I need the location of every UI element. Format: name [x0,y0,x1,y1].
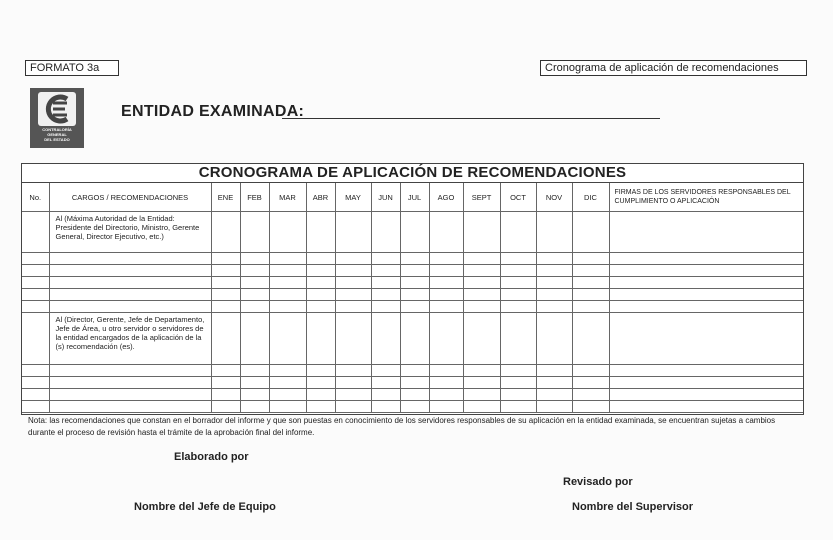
schedule-cell[interactable] [371,265,400,277]
schedule-cell[interactable] [306,289,335,301]
header-mar: MAR [269,183,306,212]
schedule-cell[interactable] [335,377,371,389]
schedule-cell[interactable] [335,401,371,413]
header-no: No. [22,183,49,212]
schedule-cell[interactable] [211,253,240,265]
schedule-cell[interactable] [429,365,463,377]
table-row [22,301,803,313]
logo-line-1: CONTRALORÍA [42,127,72,132]
schedule-cell[interactable] [429,212,463,253]
schedule-cell[interactable] [429,289,463,301]
schedule-cell[interactable] [371,277,400,289]
number-cell[interactable] [22,212,49,253]
schedule-cell[interactable] [536,377,572,389]
cargo-cell [49,389,211,401]
schedule-cell[interactable] [335,389,371,401]
schedule-cell[interactable] [500,289,536,301]
schedule-cell[interactable] [211,289,240,301]
schedule-cell[interactable] [463,377,500,389]
schedule-cell[interactable] [572,289,609,301]
schedule-cell[interactable] [335,365,371,377]
cargo-cell [49,301,211,313]
schedule-cell[interactable] [536,265,572,277]
schedule-cell[interactable] [500,277,536,289]
schedule-cell[interactable] [306,212,335,253]
schedule-cell[interactable] [371,253,400,265]
contraloria-emblem-icon [37,91,77,127]
table-row [22,253,803,265]
schedule-cell[interactable] [211,277,240,289]
schedule-cell[interactable] [240,265,269,277]
schedule-cell[interactable] [429,277,463,289]
number-cell[interactable] [22,253,49,265]
schedule-cell[interactable] [400,301,429,313]
schedule-cell[interactable] [429,313,463,365]
table-row [22,212,803,253]
header-dic: DIC [572,183,609,212]
schedule-cell[interactable] [400,212,429,253]
schedule-cell[interactable] [335,289,371,301]
schedule-cell[interactable] [400,253,429,265]
header-feb: FEB [240,183,269,212]
schedule-cell[interactable] [500,212,536,253]
schedule-cell[interactable] [400,265,429,277]
number-cell[interactable] [22,401,49,413]
schedule-cell[interactable] [500,389,536,401]
schedule-cell[interactable] [609,289,803,301]
table-row [22,313,803,365]
schedule-cell[interactable] [429,389,463,401]
schedule-cell[interactable] [500,365,536,377]
schedule-cell[interactable] [400,277,429,289]
schedule-cell[interactable] [536,401,572,413]
schedule-cell[interactable] [306,401,335,413]
header-ago: AGO [429,183,463,212]
header-may: MAY [335,183,371,212]
schedule-cell[interactable] [371,389,400,401]
number-cell[interactable] [22,265,49,277]
schedule-cell[interactable] [609,365,803,377]
schedule-cell[interactable] [609,377,803,389]
table-row [22,277,803,289]
cargo-cell [49,401,211,413]
schedule-cell[interactable] [240,401,269,413]
schedule-cell[interactable] [269,313,306,365]
schedule-cell[interactable] [240,253,269,265]
schedule-cell[interactable] [240,377,269,389]
number-cell[interactable] [22,289,49,301]
schedule-cell[interactable] [240,212,269,253]
cargo-cell: Al (Director, Gerente, Jefe de Departamento, Jefe de Área, u otro servidor o servidores de la entidad encargados de la aplicación de la (s) recomendación (es). [49,313,211,365]
schedule-cell[interactable] [463,277,500,289]
header-jul: JUL [400,183,429,212]
schedule-cell[interactable] [269,212,306,253]
schedule-cell[interactable] [306,301,335,313]
schedule-cell[interactable] [240,289,269,301]
schedule-cell[interactable] [609,313,803,365]
schedule-cell[interactable] [429,377,463,389]
schedule-cell[interactable] [500,313,536,365]
schedule-cell[interactable] [371,289,400,301]
schedule-cell[interactable] [463,313,500,365]
header-nov: NOV [536,183,572,212]
schedule-cell[interactable] [609,401,803,413]
schedule-cell[interactable] [211,365,240,377]
schedule-cell[interactable] [500,253,536,265]
schedule-cell[interactable] [269,401,306,413]
schedule-cell[interactable] [240,389,269,401]
schedule-cell[interactable] [463,301,500,313]
schedule-cell[interactable] [400,401,429,413]
schedule-cell[interactable] [269,277,306,289]
schedule-cell[interactable] [609,253,803,265]
cargo-cell [49,253,211,265]
schedule-cell[interactable] [500,401,536,413]
schedule-cell[interactable] [400,289,429,301]
table-row [22,365,803,377]
schedule-cell[interactable] [536,277,572,289]
schedule-cell[interactable] [306,389,335,401]
cargo-cell [49,265,211,277]
schedule-cell[interactable] [463,401,500,413]
schedule-cell[interactable] [269,265,306,277]
header-oct: OCT [500,183,536,212]
schedule-cell[interactable] [371,301,400,313]
number-cell[interactable] [22,365,49,377]
table-header-row [22,183,803,212]
schedule-cell[interactable] [306,377,335,389]
schedule-cell[interactable] [536,389,572,401]
cargo-cell [49,277,211,289]
schedule-cell[interactable] [572,365,609,377]
cronograma-table [22,183,803,413]
schedule-cell[interactable] [609,212,803,253]
table-title: CRONOGRAMA DE APLICACIÓN DE RECOMENDACIONES [22,164,803,183]
schedule-cell[interactable] [463,212,500,253]
table-row [22,265,803,277]
table-row [22,389,803,401]
header-firmas: FIRMAS DE LOS SERVIDORES RESPONSABLES DEL CUMPLIMIENTO O APLICACIÓN [609,183,803,212]
schedule-cell[interactable] [240,301,269,313]
schedule-cell[interactable] [572,401,609,413]
elaborado-por-label: Elaborado por [174,451,249,463]
table-row [22,377,803,389]
schedule-cell[interactable] [429,301,463,313]
schedule-cell[interactable] [429,401,463,413]
schedule-cell[interactable] [572,377,609,389]
schedule-cell[interactable] [371,401,400,413]
schedule-cell[interactable] [536,212,572,253]
schedule-cell[interactable] [335,313,371,365]
schedule-cell[interactable] [211,389,240,401]
schedule-cell[interactable] [572,253,609,265]
schedule-cell[interactable] [306,313,335,365]
schedule-cell[interactable] [400,377,429,389]
revisado-por-label: Revisado por [563,476,633,488]
logo-line-3: DEL ESTADO [44,137,70,142]
schedule-cell[interactable] [572,277,609,289]
schedule-cell[interactable] [429,265,463,277]
schedule-cell[interactable] [240,365,269,377]
schedule-cell[interactable] [306,365,335,377]
schedule-cell[interactable] [269,289,306,301]
table-row [22,401,803,413]
schedule-cell[interactable] [240,277,269,289]
schedule-cell[interactable] [463,253,500,265]
schedule-cell[interactable] [371,313,400,365]
schedule-cell[interactable] [269,389,306,401]
supervisor-label: Nombre del Supervisor [572,501,694,513]
cargo-cell [49,289,211,301]
schedule-cell[interactable] [536,365,572,377]
header-cargos: CARGOS / RECOMENDACIONES [49,183,211,212]
schedule-cell[interactable] [269,365,306,377]
schedule-cell[interactable] [211,212,240,253]
schedule-cell[interactable] [371,377,400,389]
schedule-cell[interactable] [371,365,400,377]
schedule-cell[interactable] [306,277,335,289]
schedule-cell[interactable] [572,212,609,253]
header-abr: ABR [306,183,335,212]
schedule-cell[interactable] [463,265,500,277]
logo-line-2: GENERAL [47,132,67,137]
schedule-cell[interactable] [306,253,335,265]
schedule-cell[interactable] [335,277,371,289]
schedule-cell[interactable] [371,212,400,253]
schedule-cell[interactable] [500,265,536,277]
number-cell[interactable] [22,301,49,313]
schedule-cell[interactable] [211,313,240,365]
schedule-cell[interactable] [500,301,536,313]
header-sept: SEPT [463,183,500,212]
number-cell[interactable] [22,377,49,389]
jefe-equipo-label: Nombre del Jefe de Equipo [134,501,276,513]
schedule-cell[interactable] [463,365,500,377]
cargo-cell [49,377,211,389]
schedule-cell[interactable] [211,401,240,413]
schedule-cell[interactable] [463,289,500,301]
schedule-cell[interactable] [609,389,803,401]
cargo-cell: Al (Máxima Autoridad de la Entidad: Presidente del Directorio, Ministro, Gerente General, Director Ejecutivo, etc.) [49,212,211,253]
schedule-cell[interactable] [609,301,803,313]
header-jun: JUN [371,183,400,212]
schedule-cell[interactable] [269,301,306,313]
entidad-examinada-field[interactable] [282,118,660,119]
formato-label: FORMATO 3a [25,60,119,76]
schedule-cell[interactable] [400,313,429,365]
schedule-cell[interactable] [536,289,572,301]
number-cell[interactable] [22,389,49,401]
schedule-cell[interactable] [572,313,609,365]
schedule-cell[interactable] [211,301,240,313]
cronograma-title-box: Cronograma de aplicación de recomendaciones [540,60,807,76]
schedule-cell[interactable] [572,389,609,401]
schedule-cell[interactable] [572,301,609,313]
schedule-cell[interactable] [536,301,572,313]
contraloria-logo [30,88,84,148]
schedule-cell[interactable] [335,212,371,253]
cargo-cell [49,365,211,377]
schedule-cell[interactable] [536,253,572,265]
entidad-examinada-label: ENTIDAD EXAMINADA: [121,103,305,120]
number-cell[interactable] [22,313,49,365]
number-cell[interactable] [22,277,49,289]
header-ene: ENE [211,183,240,212]
schedule-cell[interactable] [463,389,500,401]
nota-text: Nota: las recomendaciones que constan en el borrador del informe y que son puestas en conocimiento de los servidores responsables de su aplicación en la entidad examinada, se encuentran sujetas a cambios durante el proceso de revisión hasta el trámite de la aprobación final del informe. [28,416,776,437]
schedule-cell[interactable] [400,389,429,401]
schedule-cell[interactable] [306,265,335,277]
schedule-cell[interactable] [269,377,306,389]
schedule-cell[interactable] [240,313,269,365]
schedule-cell[interactable] [211,265,240,277]
schedule-cell[interactable] [572,265,609,277]
schedule-cell[interactable] [429,253,463,265]
schedule-cell[interactable] [609,265,803,277]
schedule-cell[interactable] [335,265,371,277]
schedule-cell[interactable] [400,365,429,377]
schedule-cell[interactable] [609,277,803,289]
schedule-cell[interactable] [269,253,306,265]
schedule-cell[interactable] [335,301,371,313]
cronograma-table-container [21,163,804,415]
schedule-cell[interactable] [536,313,572,365]
schedule-cell[interactable] [211,377,240,389]
table-row [22,289,803,301]
schedule-cell[interactable] [500,377,536,389]
schedule-cell[interactable] [335,253,371,265]
